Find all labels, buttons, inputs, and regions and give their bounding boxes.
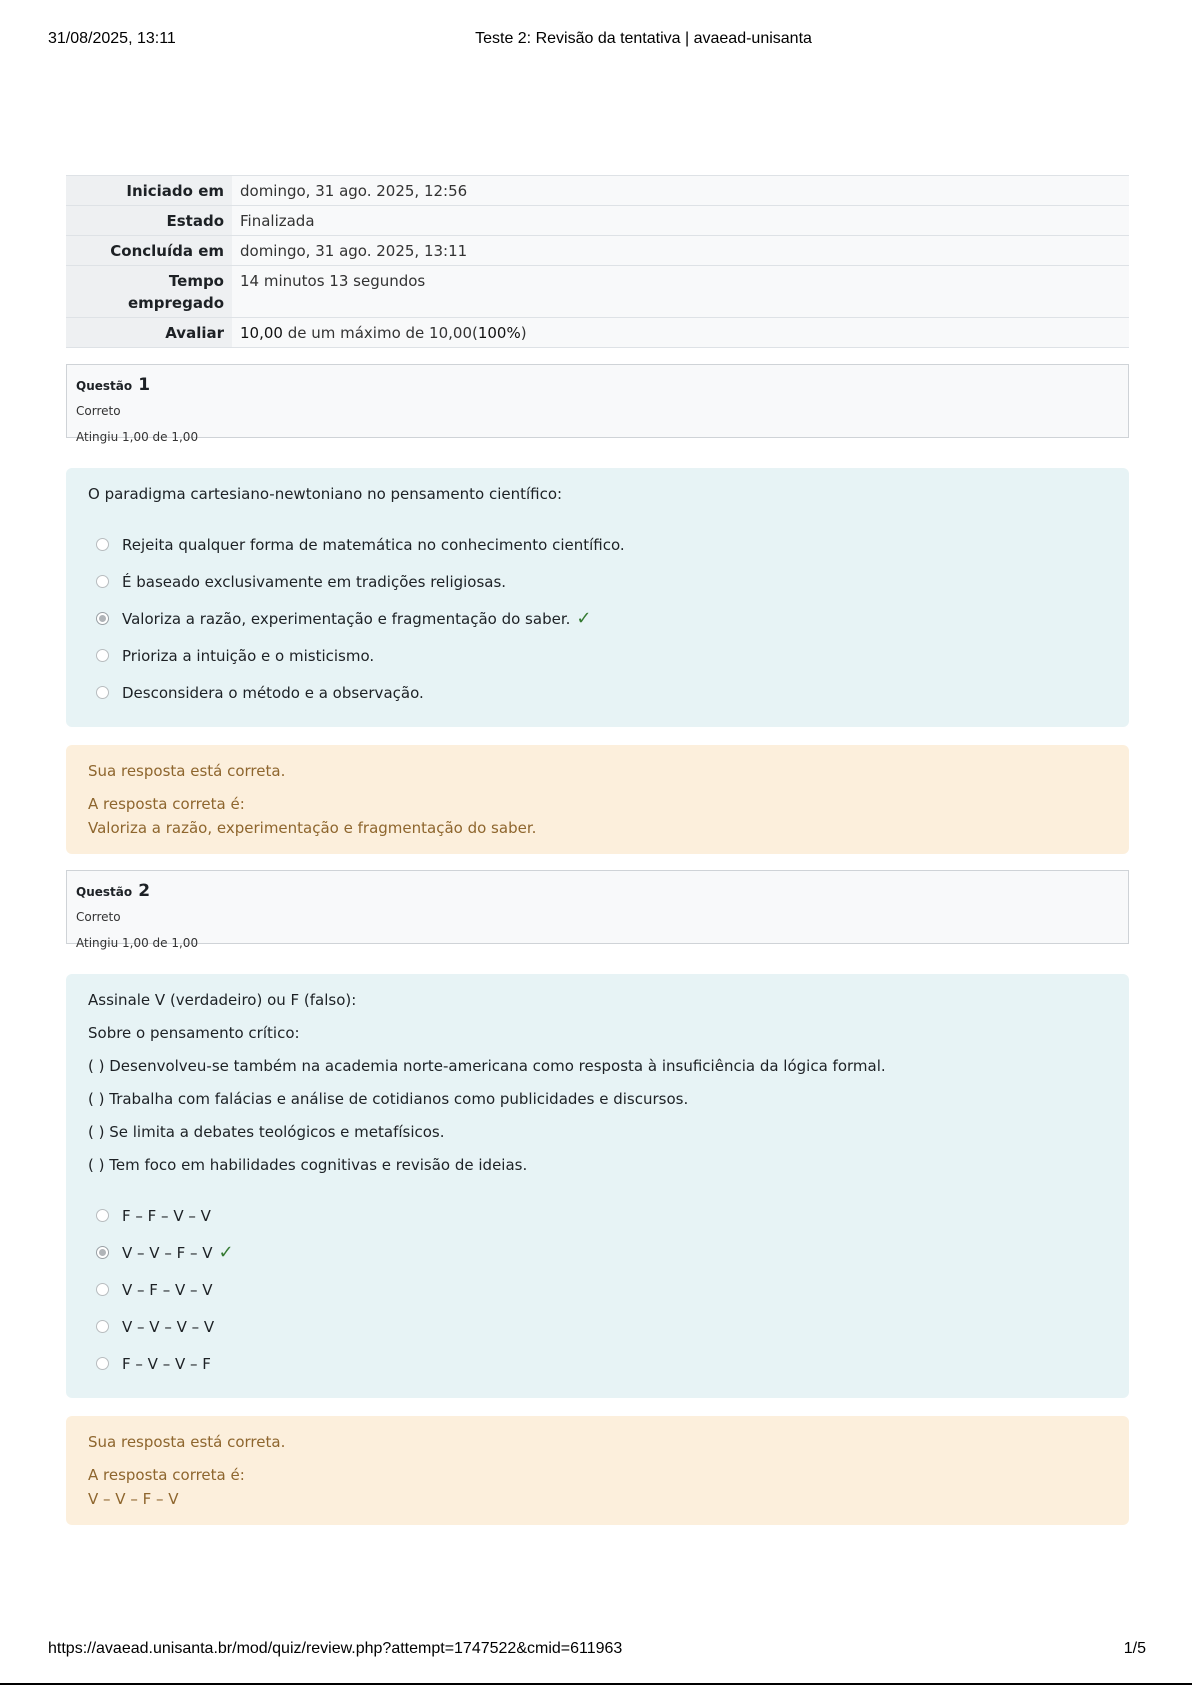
answer-options	[88, 1197, 1107, 1382]
feedback-right-answer: Valoriza a razão, experimentação e fragmentação do saber.	[88, 819, 537, 837]
answer-text: Prioriza a intuição e o misticismo.	[122, 646, 375, 665]
question-state: Correto	[76, 910, 121, 924]
summary-label: Iniciado em	[66, 176, 232, 206]
answer-radio[interactable]	[96, 1209, 109, 1222]
summary-row-time-taken	[66, 266, 1129, 318]
question-label: Questão	[76, 379, 133, 393]
question-feedback	[66, 745, 1129, 854]
answer-option[interactable]	[88, 1271, 1107, 1308]
grade-percent: 100%	[477, 324, 521, 342]
answer-radio[interactable]	[96, 1246, 109, 1259]
answer-radio[interactable]	[96, 538, 109, 551]
question-text-line: ( ) Desenvolveu-se também na academia norte-americana como resposta à insuficiência da lógica formal.	[88, 1057, 886, 1075]
question-grade: Atingiu 1,00 de 1,00	[76, 936, 199, 950]
answer-options	[88, 526, 1107, 711]
answer-radio[interactable]	[96, 1357, 109, 1370]
question-info	[66, 870, 1129, 950]
grade-close: )	[520, 324, 527, 342]
question-state: Correto	[76, 404, 121, 418]
answer-radio[interactable]	[96, 575, 109, 588]
answer-radio[interactable]	[96, 649, 109, 662]
question-number: 2	[138, 881, 151, 901]
question-grade: Atingiu 1,00 de 1,00	[76, 430, 199, 444]
question-formulation	[66, 468, 1129, 727]
answer-text: F – F – V – V	[122, 1206, 211, 1225]
summary-row-started	[66, 176, 1129, 206]
question-info	[66, 364, 1129, 444]
question-number: 1	[138, 375, 151, 395]
answer-text: F – V – V – F	[122, 1354, 211, 1373]
summary-label: Avaliar	[66, 318, 232, 348]
summary-row-grade	[66, 318, 1129, 348]
feedback-general: Sua resposta está correta.	[88, 1433, 286, 1451]
feedback-right-label: A resposta correta é:	[88, 795, 245, 813]
question-text	[88, 988, 1107, 1177]
grade-max: de um máximo de 10,00(	[282, 324, 478, 342]
answer-text: V – V – V – V	[122, 1317, 215, 1336]
question-text-line: ( ) Se limita a debates teológicos e metafísicos.	[88, 1123, 445, 1141]
print-title: Teste 2: Revisão da tentativa | avaead-unisanta	[475, 30, 812, 47]
summary-value: Finalizada	[232, 206, 1129, 236]
answer-text: Valoriza a razão, experimentação e fragmentação do saber.	[122, 609, 571, 628]
summary-value: 14 minutos 13 segundos	[232, 266, 1129, 318]
summary-value: domingo, 31 ago. 2025, 12:56	[232, 176, 1129, 206]
answer-text: V – V – F – V	[122, 1243, 213, 1262]
summary-value: domingo, 31 ago. 2025, 13:11	[232, 236, 1129, 266]
answer-option[interactable]	[88, 1345, 1107, 1382]
answer-radio[interactable]	[96, 686, 109, 699]
question-text	[88, 482, 1107, 506]
feedback-general: Sua resposta está correta.	[88, 762, 286, 780]
answer-option[interactable]	[88, 674, 1107, 711]
summary-label: Concluída em	[66, 236, 232, 266]
answer-option[interactable]	[88, 1197, 1107, 1234]
summary-row-completed	[66, 236, 1129, 266]
attempt-summary-table	[66, 175, 1129, 348]
question-text-line: Sobre o pensamento crítico:	[88, 1024, 300, 1042]
print-url: https://avaead.unisanta.br/mod/quiz/review.php?attempt=1747522&cmid=611963	[48, 1640, 623, 1657]
summary-label: Tempo empregado	[66, 266, 232, 318]
summary-label: Estado	[66, 206, 232, 236]
answer-option[interactable]	[88, 1308, 1107, 1345]
feedback-right-answer: V – V – F – V	[88, 1490, 179, 1508]
question-feedback	[66, 1416, 1129, 1525]
question-formulation	[66, 974, 1129, 1398]
question-label: Questão	[76, 885, 133, 899]
question-heading	[76, 374, 1120, 397]
answer-text: V – F – V – V	[122, 1280, 213, 1299]
answer-option[interactable]	[88, 526, 1107, 563]
summary-value	[232, 318, 1129, 348]
answer-option[interactable]	[88, 1234, 1107, 1271]
question-text-line: Assinale V (verdadeiro) ou F (falso):	[88, 991, 357, 1009]
answer-option[interactable]	[88, 563, 1107, 600]
answer-text: Desconsidera o método e a observação.	[122, 683, 424, 702]
answer-text: Rejeita qualquer forma de matemática no conhecimento científico.	[122, 535, 625, 554]
check-icon: ✓	[576, 608, 592, 629]
question-text-line: O paradigma cartesiano-newtoniano no pensamento científico:	[88, 485, 563, 503]
answer-radio[interactable]	[96, 1320, 109, 1333]
answer-text: É baseado exclusivamente em tradições religiosas.	[122, 572, 507, 591]
grade-score: 10,00	[240, 324, 283, 342]
page-number: 1/5	[1123, 1640, 1146, 1657]
answer-option[interactable]	[88, 600, 1107, 637]
questions-list	[66, 364, 1129, 1525]
summary-row-state	[66, 206, 1129, 236]
answer-option[interactable]	[88, 637, 1107, 674]
question-text-line: ( ) Tem foco em habilidades cognitivas e revisão de ideias.	[88, 1156, 528, 1174]
print-header	[0, 30, 1192, 52]
print-date: 31/08/2025, 13:11	[48, 30, 176, 47]
answer-radio[interactable]	[96, 612, 109, 625]
feedback-right-label: A resposta correta é:	[88, 1466, 245, 1484]
check-icon: ✓	[218, 1242, 234, 1263]
answer-radio[interactable]	[96, 1283, 109, 1296]
question-heading	[76, 880, 1120, 903]
question-text-line: ( ) Trabalha com falácias e análise de cotidianos como publicidades e discursos.	[88, 1090, 689, 1108]
quiz-review	[66, 175, 1129, 1525]
